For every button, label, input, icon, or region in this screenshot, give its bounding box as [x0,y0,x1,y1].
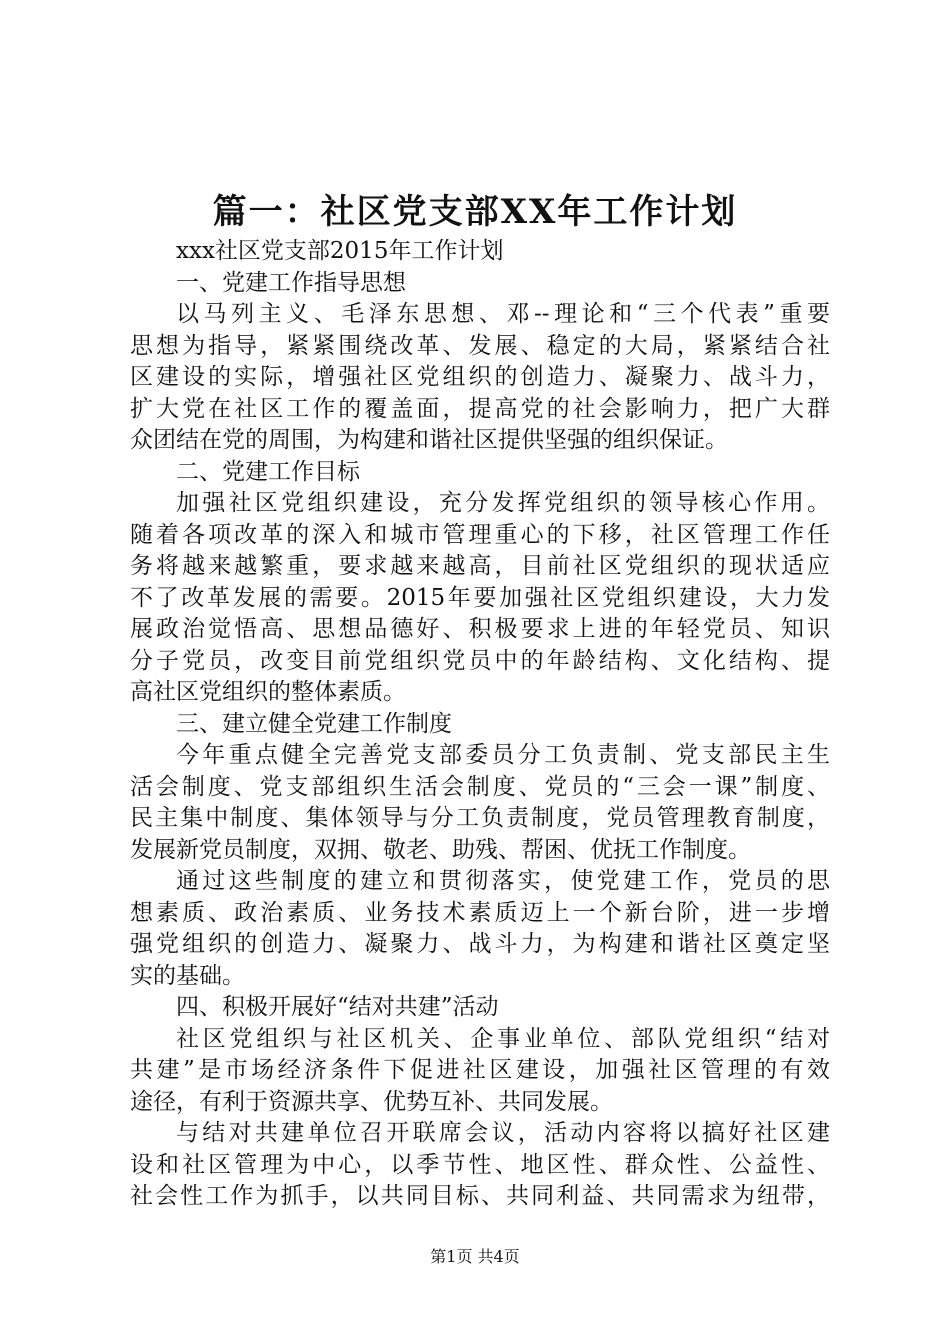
document-title: 篇一：社区党支部XX年工作计划 [212,192,738,232]
text-line: 活会制度、党支部组织生活会制度、党员的“三会一课”制度、 [130,773,830,800]
text-line: 以马列主义、毛泽东思想、邓--理论和“三个代表”重要 [176,301,830,327]
text-line: 二、党建工作目标 [176,458,360,485]
document-body [130,236,830,1213]
text-line: 展政治觉悟高、思想品德好、积极要求上进的年轻党员、知识 [130,616,830,642]
text-line: 三、建立健全党建工作制度 [176,710,452,737]
text-line: 加强社区党组织建设，充分发挥党组织的领导核心作用。 [176,490,830,516]
text-line: 途径，有利于资源共享、优势互补、共同发展。 [130,1088,613,1115]
text-line: 扩大党在社区工作的覆盖面，提高党的社会影响力，把广大群 [130,395,830,422]
text-line: 区建设的实际，增强社区党组织的创造力、凝聚力、战斗力， [130,364,830,390]
text-line: 与结对共建单位召开联席会议，活动内容将以搞好社区建 [176,1120,830,1146]
text-line: 四、积极开展好“结对共建”活动 [176,994,499,1020]
text-line: 发展新党员制度，双拥、敬老、助残、帮困、优抚工作制度。 [130,836,751,863]
text-line: 民主集中制度、集体领导与分工负责制度，党员管理教育制度， [130,805,830,831]
page-footer: 第1页 共4页 [430,1247,520,1266]
text-line: 实的基础。 [130,962,245,989]
text-line: 众团结在党的周围，为构建和谐社区提供坚强的组织保证。 [130,427,728,453]
text-line: 社区党组织与社区机关、企事业单位、部队党组织“结对 [176,1025,830,1052]
text-line: xxx社区党支部2015年工作计划 [176,238,504,264]
text-line: 想素质、政治素质、业务技术素质迈上一个新台阶，进一步增 [130,899,830,926]
text-line: 社会性工作为抓手，以共同目标、共同利益、共同需求为纽带， [130,1183,830,1209]
text-line: 务将越来越繁重，要求越来越高，目前社区党组织的现状适应 [130,553,830,579]
text-line: 共建”是市场经济条件下促进社区建设，加强社区管理的有效 [130,1057,830,1083]
text-line: 设和社区管理为中心，以季节性、地区性、群众性、公益性、 [130,1151,830,1178]
text-line: 今年重点健全完善党支部委员分工负责制、党支部民主生 [176,742,830,768]
text-line: 强党组织的创造力、凝聚力、战斗力，为构建和谐社区奠定坚 [130,931,830,957]
text-line: 随着各项改革的深入和城市管理重心的下移，社区管理工作任 [130,521,830,548]
text-line: 不了改革发展的需要。2015年要加强社区党组织建设，大力发 [130,584,830,611]
text-line: 一、党建工作指导思想 [176,269,406,296]
text-line: 通过这些制度的建立和贯彻落实，使党建工作，党员的思 [176,868,830,894]
text-line: 思想为指导，紧紧围绕改革、发展、稳定的大局，紧紧结合社 [130,332,830,359]
text-line: 分子党员，改变目前党组织党员中的年龄结构、文化结构、提 [130,647,830,674]
text-line: 高社区党组织的整体素质。 [130,679,406,705]
